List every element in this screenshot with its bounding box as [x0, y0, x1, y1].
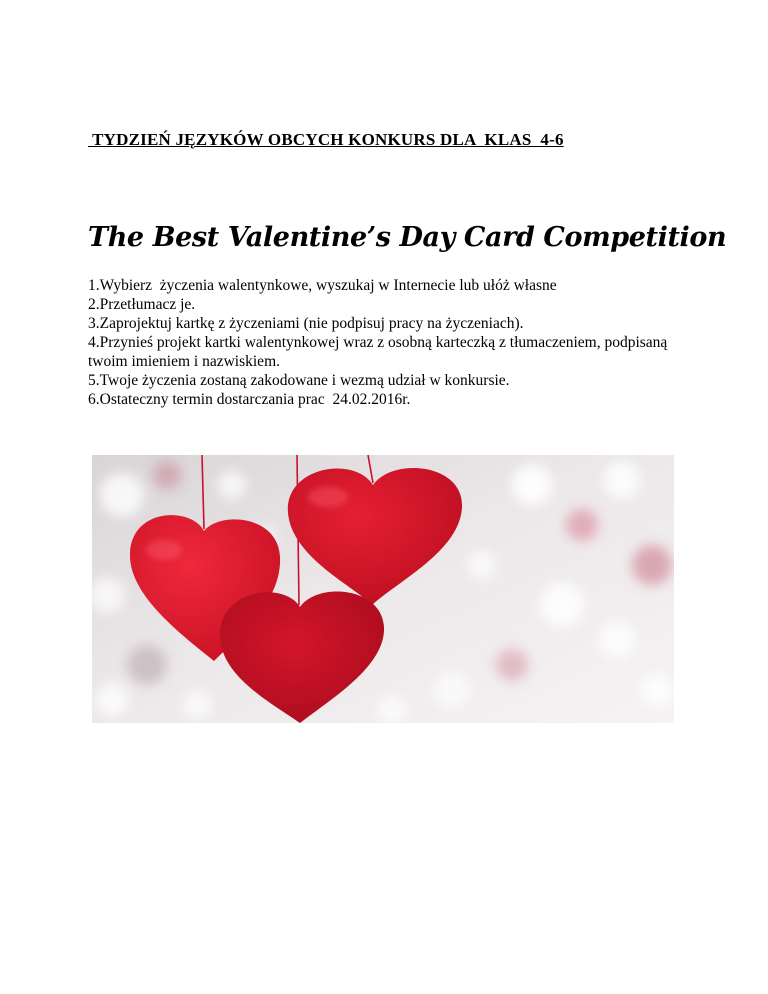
hearts-photo — [92, 455, 674, 723]
rule-item-2: 2.Przetłumacz je. — [88, 296, 196, 313]
competition-title: The Best Valentine’s Day Card Competition — [88, 222, 727, 253]
rule-item-3: 3.Zaprojektuj kartkę z życzeniami (nie podpisuj pracy na życzeniach). — [88, 315, 524, 332]
rule-item-4: 4.Przynieś projekt kartki walentynkowej wraz z osobną karteczką z tłumaczeniem, podpisaną twoim imieniem i nazwiskiem. — [88, 334, 672, 370]
rule-item-5: 5.Twoje życzenia zostaną zakodowane i wezmą udział w konkursie. — [88, 372, 510, 389]
rules-list — [88, 276, 678, 409]
event-heading: TYDZIEŃ JĘZYKÓW OBCYCH KONKURS DLA KLAS 4-6 — [88, 130, 564, 149]
rule-item-1: 1.Wybierz życzenia walentynkowe, wyszukaj w Internecie lub ułóż własne — [88, 277, 557, 294]
rule-item-6: 6.Ostateczny termin dostarczania prac 24.02.2016r. — [88, 391, 411, 408]
